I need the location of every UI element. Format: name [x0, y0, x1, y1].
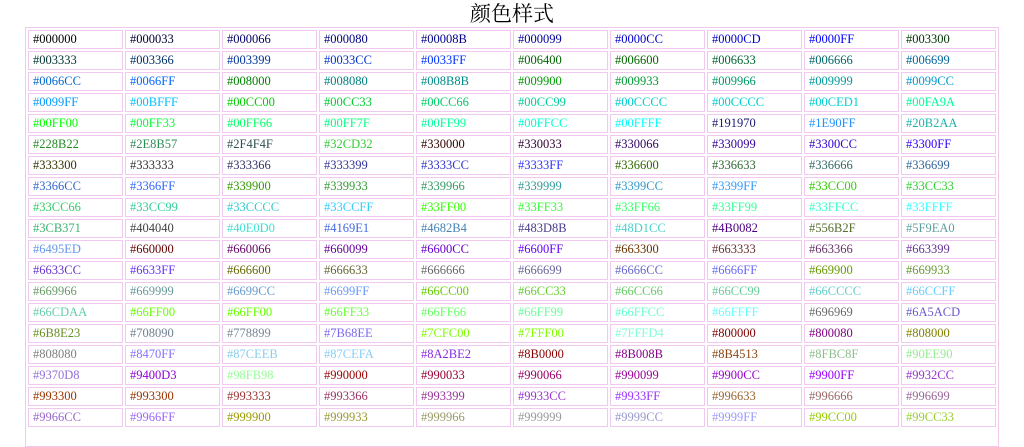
color-cell: #006400	[513, 51, 608, 70]
table-row	[28, 198, 996, 217]
color-cell: #9900CC	[707, 366, 802, 385]
color-cell: #990099	[610, 366, 705, 385]
color-cell: #3366FF	[125, 177, 220, 196]
color-cell: #66CCCC	[804, 282, 899, 301]
color-cell: #808000	[901, 324, 996, 343]
color-cell: #66FFCC	[610, 303, 705, 322]
page-title: 颜色样式	[470, 2, 554, 26]
color-cell: #3366CC	[28, 177, 123, 196]
color-cell: #00CCCC	[707, 93, 802, 112]
color-cell: #666633	[319, 261, 414, 280]
color-cell: #003399	[222, 51, 317, 70]
color-cell: #66CC99	[707, 282, 802, 301]
color-cell: #669966	[28, 282, 123, 301]
color-cell: #7B68EE	[319, 324, 414, 343]
color-cell: #663366	[804, 240, 899, 259]
color-cell: #00CED1	[804, 93, 899, 112]
color-cell: #666666	[416, 261, 511, 280]
color-cell: #9933FF	[610, 387, 705, 406]
color-cell: #228B22	[28, 135, 123, 154]
color-cell: #339900	[222, 177, 317, 196]
color-cell: #66CC00	[416, 282, 511, 301]
color-cell: #33FFCC	[804, 198, 899, 217]
color-cell: #009966	[707, 72, 802, 91]
color-cell: #009933	[610, 72, 705, 91]
color-cell: #66FF66	[416, 303, 511, 322]
color-cell: #0000CD	[707, 30, 802, 49]
color-cell: #6B8E23	[28, 324, 123, 343]
color-cell: #800000	[707, 324, 802, 343]
color-cell: #00FF33	[125, 114, 220, 133]
color-cell: #00CC66	[416, 93, 511, 112]
table-row	[28, 156, 996, 175]
color-cell: #00BFFF	[125, 93, 220, 112]
color-cell: #8B0000	[513, 345, 608, 364]
color-cell: #6495ED	[28, 240, 123, 259]
color-cell: #330066	[610, 135, 705, 154]
color-cell: #008000	[222, 72, 317, 91]
table-row	[28, 303, 996, 322]
color-cell: #333333	[125, 156, 220, 175]
color-cell: #993399	[416, 387, 511, 406]
table-row	[28, 240, 996, 259]
color-cell: #000080	[319, 30, 414, 49]
color-cell: #663399	[901, 240, 996, 259]
color-cell: #336699	[901, 156, 996, 175]
color-cell: #3399CC	[610, 177, 705, 196]
color-cell: #330000	[416, 135, 511, 154]
color-cell: #3300FF	[901, 135, 996, 154]
color-cell: #999999	[513, 408, 608, 427]
color-cell: #66FF33	[319, 303, 414, 322]
color-cell: #708090	[125, 324, 220, 343]
color-cell: #9933CC	[513, 387, 608, 406]
color-cell: #00CCCC	[610, 93, 705, 112]
color-cell: #00FF99	[416, 114, 511, 133]
color-cell: #009900	[513, 72, 608, 91]
color-cell: #663300	[610, 240, 705, 259]
color-cell: #7CFC00	[416, 324, 511, 343]
table-row	[28, 135, 996, 154]
color-cell: #66CDAA	[28, 303, 123, 322]
table-row	[28, 261, 996, 280]
color-cell: #33FF33	[513, 198, 608, 217]
color-cell: #339999	[513, 177, 608, 196]
color-cell: #2E8B57	[125, 135, 220, 154]
table-row	[28, 408, 996, 427]
table-row	[28, 51, 996, 70]
color-cell: #666699	[513, 261, 608, 280]
color-cell: #006699	[901, 51, 996, 70]
color-cell: #00FFCC	[513, 114, 608, 133]
color-cell: #993300	[28, 387, 123, 406]
color-cell: #339933	[319, 177, 414, 196]
color-cell: #7FFF00	[513, 324, 608, 343]
color-cell: #7FFFD4	[610, 324, 705, 343]
color-cell: #9999CC	[610, 408, 705, 427]
color-cell: #00CC33	[319, 93, 414, 112]
color-cell: #98FB98	[222, 366, 317, 385]
color-cell: #000066	[222, 30, 317, 49]
color-cell: #996699	[901, 387, 996, 406]
color-cell: #999966	[416, 408, 511, 427]
color-cell: #006600	[610, 51, 705, 70]
color-cell: #8A2BE2	[416, 345, 511, 364]
color-table-body	[28, 30, 996, 427]
color-cell: #6600CC	[416, 240, 511, 259]
color-cell: #990000	[319, 366, 414, 385]
color-cell: #32CD32	[319, 135, 414, 154]
color-cell: #6A5ACD	[901, 303, 996, 322]
color-cell: #663333	[707, 240, 802, 259]
color-cell: #009999	[804, 72, 899, 91]
color-cell: #99CC33	[901, 408, 996, 427]
color-cell: #191970	[707, 114, 802, 133]
color-cell: #778899	[222, 324, 317, 343]
color-cell: #669999	[125, 282, 220, 301]
color-cell: #333399	[319, 156, 414, 175]
color-cell: #8FBC8F	[804, 345, 899, 364]
color-cell: #336666	[804, 156, 899, 175]
color-grid	[25, 27, 999, 447]
color-cell: #4682B4	[416, 219, 511, 238]
color-cell: #33FF66	[610, 198, 705, 217]
table-row	[28, 345, 996, 364]
color-cell: #00FF66	[222, 114, 317, 133]
color-cell: #33CCFF	[319, 198, 414, 217]
color-cell: #696969	[804, 303, 899, 322]
color-cell: #404040	[125, 219, 220, 238]
color-cell: #3399FF	[707, 177, 802, 196]
color-cell: #20B2AA	[901, 114, 996, 133]
color-cell: #9400D3	[125, 366, 220, 385]
color-cell: #0066CC	[28, 72, 123, 91]
color-cell: #993333	[222, 387, 317, 406]
color-cell: #00FF7F	[319, 114, 414, 133]
color-cell: #996633	[707, 387, 802, 406]
color-cell: #87CEFA	[319, 345, 414, 364]
color-cell: #483D8B	[513, 219, 608, 238]
color-cell: #00FF00	[28, 114, 123, 133]
color-cell: #33FF99	[707, 198, 802, 217]
color-cell: #33FFFF	[901, 198, 996, 217]
color-cell: #669900	[804, 261, 899, 280]
color-cell: #808080	[28, 345, 123, 364]
table-row	[28, 324, 996, 343]
color-cell: #00CC99	[513, 93, 608, 112]
color-cell: #1E90FF	[804, 114, 899, 133]
table-row	[28, 114, 996, 133]
table-row	[28, 93, 996, 112]
color-cell: #0000FF	[804, 30, 899, 49]
color-cell: #330099	[707, 135, 802, 154]
color-cell: #4169E1	[319, 219, 414, 238]
color-cell: #33FF00	[416, 198, 511, 217]
color-cell: #3333CC	[416, 156, 511, 175]
color-cell: #9999FF	[707, 408, 802, 427]
color-cell: #9966FF	[125, 408, 220, 427]
color-cell: #990066	[513, 366, 608, 385]
color-cell: #333300	[28, 156, 123, 175]
color-cell: #66FF99	[513, 303, 608, 322]
color-cell: #0099CC	[901, 72, 996, 91]
color-cell: #003366	[125, 51, 220, 70]
color-cell: #666600	[222, 261, 317, 280]
color-cell: #66FFFF	[707, 303, 802, 322]
color-cell: #00CC00	[222, 93, 317, 112]
color-cell: #6633CC	[28, 261, 123, 280]
color-cell: #008B8B	[416, 72, 511, 91]
color-cell: #33CC99	[125, 198, 220, 217]
color-cell: #33CC66	[28, 198, 123, 217]
color-cell: #48D1CC	[610, 219, 705, 238]
color-cell: #33CC33	[901, 177, 996, 196]
color-cell: #00008B	[416, 30, 511, 49]
color-cell: #008080	[319, 72, 414, 91]
color-cell: #99CC00	[804, 408, 899, 427]
color-cell: #336600	[610, 156, 705, 175]
color-cell: #66CC33	[513, 282, 608, 301]
color-cell: #8B4513	[707, 345, 802, 364]
color-cell: #000099	[513, 30, 608, 49]
color-cell: #993366	[319, 387, 414, 406]
color-cell: #660099	[319, 240, 414, 259]
table-row	[28, 282, 996, 301]
table-row	[28, 387, 996, 406]
color-cell: #996666	[804, 387, 899, 406]
table-row	[28, 219, 996, 238]
color-cell: #006633	[707, 51, 802, 70]
color-cell: #990033	[416, 366, 511, 385]
color-cell: #003333	[28, 51, 123, 70]
color-cell: #999900	[222, 408, 317, 427]
color-cell: #669933	[901, 261, 996, 280]
table-row	[28, 366, 996, 385]
color-cell: #800080	[804, 324, 899, 343]
color-cell: #90EE90	[901, 345, 996, 364]
table-row	[28, 177, 996, 196]
color-cell: #9370D8	[28, 366, 123, 385]
color-cell: #6666CC	[610, 261, 705, 280]
color-cell: #6699FF	[319, 282, 414, 301]
color-cell: #9966CC	[28, 408, 123, 427]
color-cell: #66CCFF	[901, 282, 996, 301]
color-cell: #660000	[125, 240, 220, 259]
color-cell: #0066FF	[125, 72, 220, 91]
color-cell: #9900FF	[804, 366, 899, 385]
color-cell: #0033CC	[319, 51, 414, 70]
color-cell: #6666FF	[707, 261, 802, 280]
color-cell: #333366	[222, 156, 317, 175]
color-cell: #3CB371	[28, 219, 123, 238]
table-row	[28, 30, 996, 49]
color-cell: #0033FF	[416, 51, 511, 70]
color-cell: #660066	[222, 240, 317, 259]
color-cell: #556B2F	[804, 219, 899, 238]
color-cell: #993300	[125, 387, 220, 406]
color-table	[26, 28, 998, 429]
color-cell: #33CC00	[804, 177, 899, 196]
table-row	[28, 72, 996, 91]
color-cell: #339966	[416, 177, 511, 196]
color-cell: #999933	[319, 408, 414, 427]
color-cell: #4B0082	[707, 219, 802, 238]
color-cell: #003300	[901, 30, 996, 49]
color-cell: #33CCCC	[222, 198, 317, 217]
color-cell: #330033	[513, 135, 608, 154]
color-cell: #0000CC	[610, 30, 705, 49]
color-cell: #87CEEB	[222, 345, 317, 364]
color-cell: #2F4F4F	[222, 135, 317, 154]
color-cell: #66CC66	[610, 282, 705, 301]
color-cell: #40E0D0	[222, 219, 317, 238]
color-cell: #000000	[28, 30, 123, 49]
color-cell: #5F9EA0	[901, 219, 996, 238]
color-cell: #6699CC	[222, 282, 317, 301]
color-cell: #00FA9A	[901, 93, 996, 112]
color-cell: #66FF00	[125, 303, 220, 322]
color-cell: #9932CC	[901, 366, 996, 385]
color-cell: #66FF00	[222, 303, 317, 322]
color-cell: #6600FF	[513, 240, 608, 259]
color-cell: #336633	[707, 156, 802, 175]
color-cell: #00FFFF	[610, 114, 705, 133]
color-cell: #006666	[804, 51, 899, 70]
color-cell: #6633FF	[125, 261, 220, 280]
color-cell: #8470FF	[125, 345, 220, 364]
color-cell: #3300CC	[804, 135, 899, 154]
color-cell: #000033	[125, 30, 220, 49]
color-cell: #8B008B	[610, 345, 705, 364]
color-cell: #0099FF	[28, 93, 123, 112]
color-cell: #3333FF	[513, 156, 608, 175]
